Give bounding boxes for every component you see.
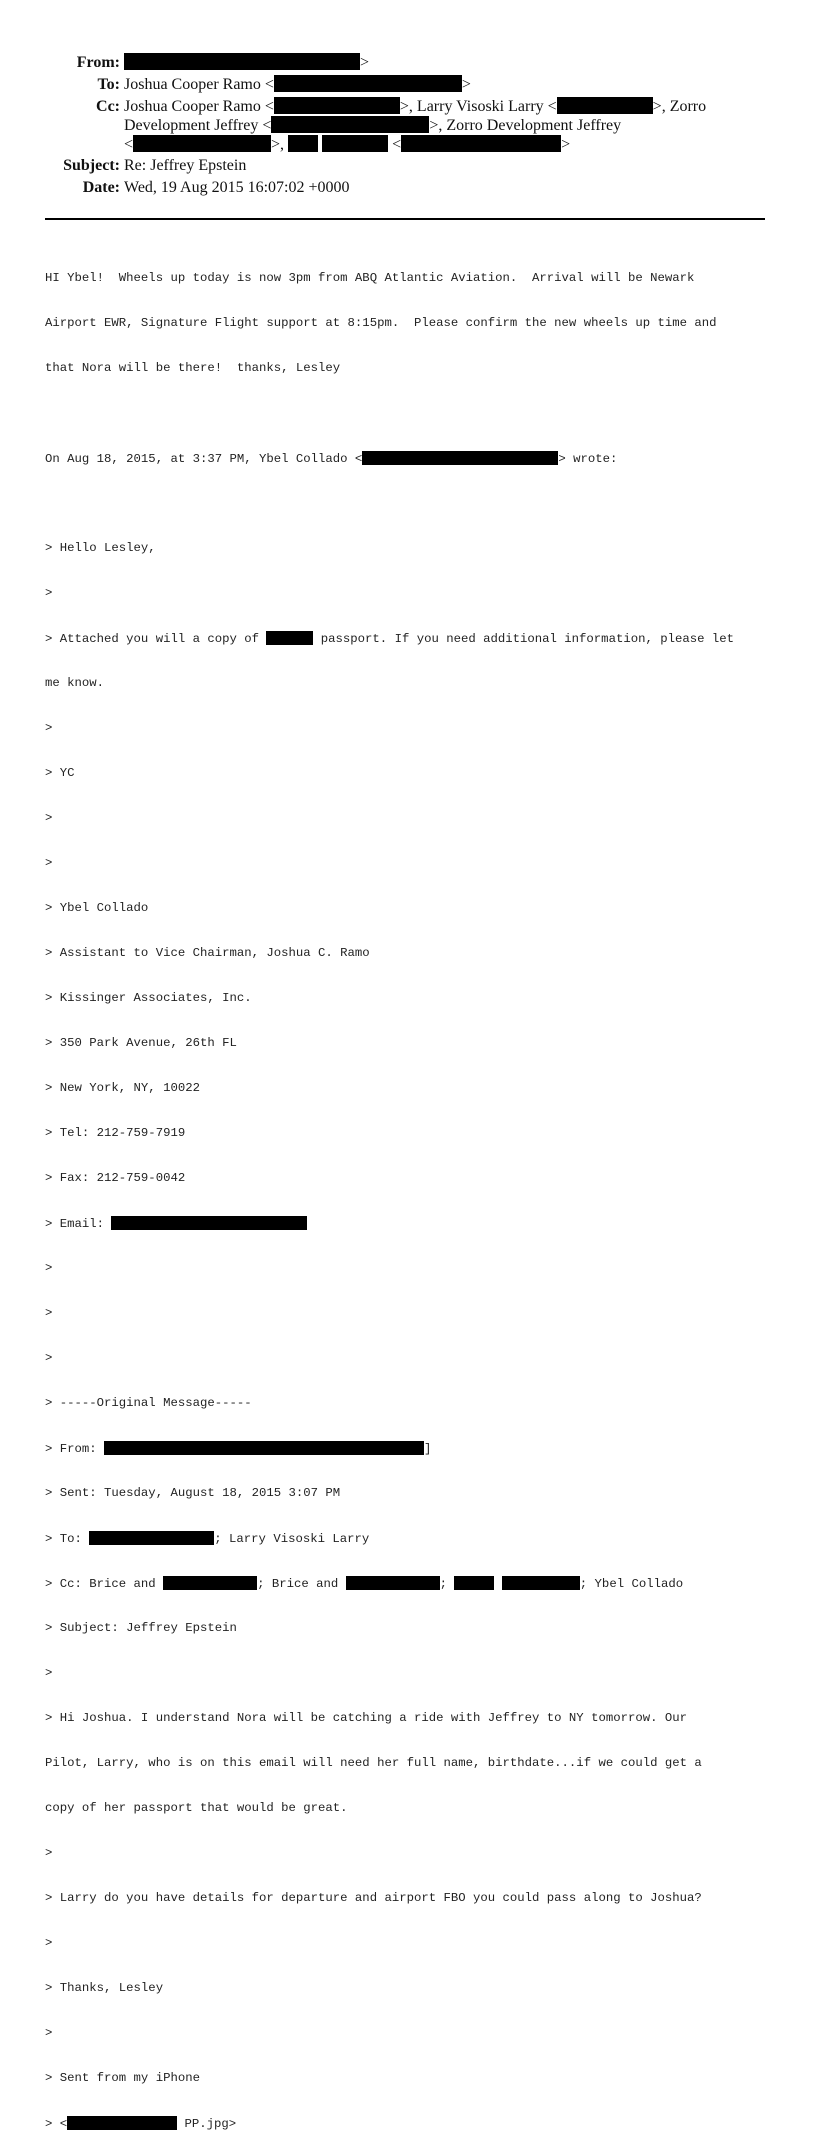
quote-line: > Sent: Tuesday, August 18, 2015 3:07 PM xyxy=(45,1486,341,1500)
redaction-box xyxy=(67,2116,177,2130)
redaction-box xyxy=(89,1531,214,1545)
email-header xyxy=(0,0,816,210)
quote-line: > From: ] xyxy=(45,1442,432,1456)
quote-line: > 350 Park Avenue, 26th FL xyxy=(45,1036,237,1050)
quote-line: > Fax: 212-759-0042 xyxy=(45,1171,186,1185)
redaction-box xyxy=(133,135,271,152)
cc-value-line-1: Joshua Cooper Ramo < >, Larry Visoski Larry < >, Zorro xyxy=(124,98,707,115)
quote-line: > xyxy=(45,1846,53,1860)
to-label: To: xyxy=(97,76,120,93)
redaction-box xyxy=(274,75,462,92)
redaction-box xyxy=(454,1576,494,1590)
redaction-box xyxy=(401,135,561,152)
date-value: Wed, 19 Aug 2015 16:07:02 +0000 xyxy=(124,179,350,196)
quote-line: > xyxy=(45,811,53,825)
redaction-box xyxy=(163,1576,257,1590)
quote-line: copy of her passport that would be great. xyxy=(45,1801,348,1815)
redaction-box xyxy=(502,1576,580,1590)
to-value: Joshua Cooper Ramo < > xyxy=(124,76,471,93)
cc-label: Cc: xyxy=(96,98,120,115)
quote-line: > Sent from my iPhone xyxy=(45,2071,200,2085)
redaction-box xyxy=(104,1441,424,1455)
quote-line: > xyxy=(45,856,53,870)
quote-line: > Larry do you have details for departure and airport FBO you could pass along to Joshua? xyxy=(45,1891,702,1905)
quote-line: > xyxy=(45,721,53,735)
quote-line: > Ybel Collado xyxy=(45,901,149,915)
quote-line: Pilot, Larry, who is on this email will need her full name, birthdate...if we could get a xyxy=(45,1756,702,1770)
cc-value-line-2: Development Jeffrey < >, Zorro Development Jeffrey xyxy=(124,117,622,134)
quote-line: > xyxy=(45,1351,53,1365)
subject-value: Re: Jeffrey Epstein xyxy=(124,157,247,174)
redaction-box xyxy=(124,53,360,70)
from-label: From: xyxy=(76,54,120,71)
quote-line: > Hi Joshua. I understand Nora will be catching a ride with Jeffrey to NY tomorrow. Our xyxy=(45,1711,688,1725)
quote-line: > xyxy=(45,1936,53,1950)
header-divider xyxy=(45,218,765,220)
redaction-box xyxy=(346,1576,440,1590)
redaction-box xyxy=(111,1216,307,1230)
quote-line: > xyxy=(45,586,53,600)
quote-line: > Tel: 212-759-7919 xyxy=(45,1126,186,1140)
body-line: Airport EWR, Signature Flight support at 8:15pm. Please confirm the new wheels up time and xyxy=(45,316,717,330)
quote-line: > xyxy=(45,1666,53,1680)
redaction-box xyxy=(322,135,388,152)
cc-value-line-3: < >, < > xyxy=(124,136,571,153)
email-body xyxy=(45,241,734,2146)
redaction-box xyxy=(266,631,313,645)
redaction-box xyxy=(274,97,400,114)
quote-line: > New York, NY, 10022 xyxy=(45,1081,200,1095)
quote-line: > Thanks, Lesley xyxy=(45,1981,164,1995)
quote-line: > Attached you will a copy of passport. If you need additional information, please let xyxy=(45,632,735,646)
redaction-box xyxy=(288,135,318,152)
redaction-box xyxy=(271,116,429,133)
quote-line: > xyxy=(45,1306,53,1320)
quote-line: > -----Original Message----- xyxy=(45,1396,252,1410)
quote-line: me know. xyxy=(45,676,105,690)
quote-line: > To: ; Larry Visoski Larry xyxy=(45,1532,370,1546)
date-label: Date: xyxy=(82,179,120,196)
quote-line: > Kissinger Associates, Inc. xyxy=(45,991,252,1005)
body-line: HI Ybel! Wheels up today is now 3pm from ABQ Atlantic Aviation. Arrival will be Newark xyxy=(45,271,695,285)
quote-line: > Hello Lesley, xyxy=(45,541,156,555)
subject-label: Subject: xyxy=(63,157,120,174)
redaction-box xyxy=(362,451,558,465)
from-value: > xyxy=(124,53,369,72)
quote-line: > xyxy=(45,2026,53,2040)
quote-line: > < PP.jpg> xyxy=(45,2117,237,2131)
quote-line: > Assistant to Vice Chairman, Joshua C. Ramo xyxy=(45,946,370,960)
quote-line: > YC xyxy=(45,766,75,780)
quote-line: > Subject: Jeffrey Epstein xyxy=(45,1621,237,1635)
quote-line: > Cc: Brice and ; Brice and ; ; Ybel Collado xyxy=(45,1577,684,1591)
body-line: that Nora will be there! thanks, Lesley xyxy=(45,361,341,375)
quote-line: > xyxy=(45,1261,53,1275)
wrote-line: On Aug 18, 2015, at 3:37 PM, Ybel Collado < > wrote: xyxy=(45,452,618,466)
quote-line: > Email: xyxy=(45,1216,734,1231)
redaction-box xyxy=(557,97,653,114)
